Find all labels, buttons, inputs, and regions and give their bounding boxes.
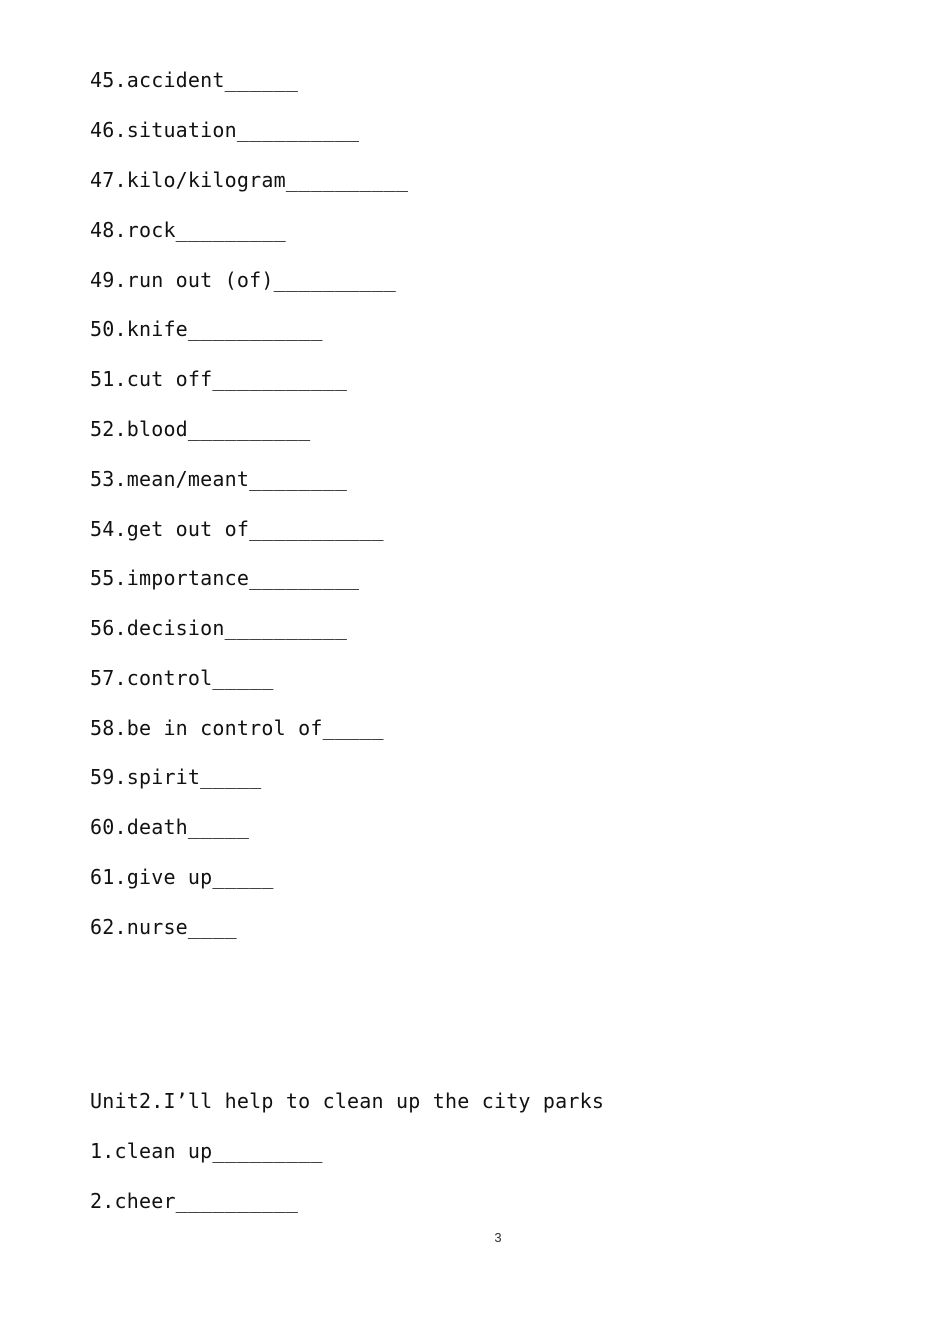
vocab-item-61: 61.give up_____ (90, 865, 274, 889)
vocab-item-56: 56.decision__________ (90, 616, 348, 640)
vocab-item-48: 48.rock_________ (90, 218, 286, 242)
vocab-item-49: 49.run out (of)__________ (90, 268, 397, 292)
vocab-item-46: 46.situation__________ (90, 118, 360, 142)
vocab-item-45: 45.accident______ (90, 68, 299, 92)
unit2-vocab-item-1: 1.clean up_________ (90, 1139, 323, 1163)
page-number: 3 (494, 1230, 502, 1245)
vocab-item-53: 53.mean/meant________ (90, 467, 348, 491)
unit-heading: Unit2.I’ll help to clean up the city parks (90, 1089, 605, 1113)
vocab-item-50: 50.knife___________ (90, 317, 323, 341)
vocab-item-55: 55.importance_________ (90, 566, 360, 590)
vocab-item-51: 51.cut off___________ (90, 367, 348, 391)
vocab-item-54: 54.get out of___________ (90, 517, 384, 541)
vocab-item-59: 59.spirit_____ (90, 765, 262, 789)
vocab-item-62: 62.nurse____ (90, 915, 237, 939)
vocab-item-52: 52.blood__________ (90, 417, 311, 441)
vocab-item-47: 47.kilo/kilogram__________ (90, 168, 409, 192)
vocab-item-60: 60.death_____ (90, 815, 250, 839)
vocab-item-57: 57.control_____ (90, 666, 274, 690)
vocab-item-58: 58.be in control of_____ (90, 716, 384, 740)
unit2-vocab-item-2: 2.cheer__________ (90, 1189, 299, 1213)
